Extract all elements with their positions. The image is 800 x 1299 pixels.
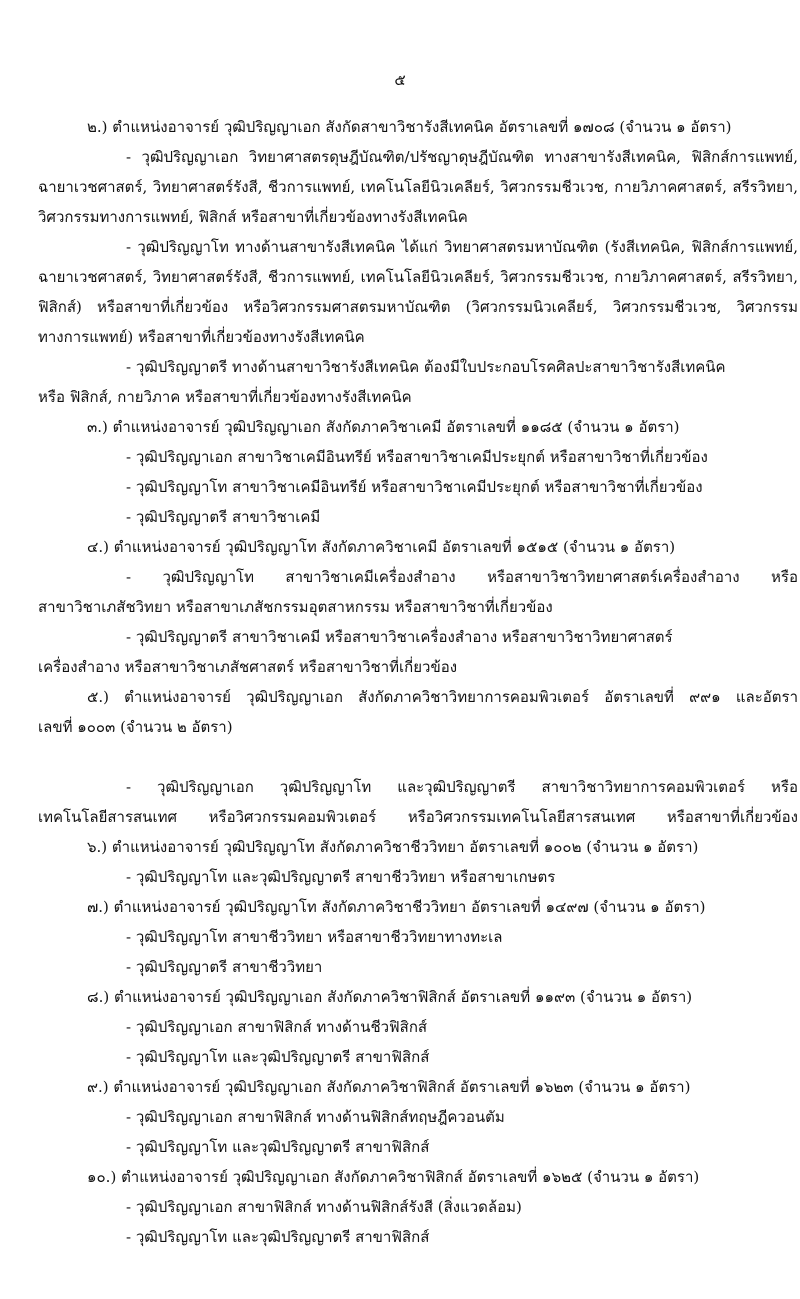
- text-line: - วุฒิปริญญาเอก สาขาฟิสิกส์ ทางด้านชีวฟิสิกส์: [126, 1018, 428, 1036]
- text-line: ทางการแพทย์) หรือสาขาที่เกี่ยวข้องทางรังสีเทคนิค: [38, 328, 365, 346]
- position-heading: ๕.) ตำแหน่งอาจารย์ วุฒิปริญญาเอก สังกัดภาควิชาวิทยาการคอมพิวเตอร์ อัตราเลขที่ ๙๙๑ และอัตรา: [87, 688, 798, 706]
- text-line: - วุฒิปริญญาตรี สาขาวิชาเคมี: [126, 508, 321, 526]
- position-heading: ๗.) ตำแหน่งอาจารย์ วุฒิปริญญาโท สังกัดภาควิชาชีววิทยา อัตราเลขที่ ๑๔๙๗ (จำนวน ๑ อัตรา): [87, 898, 706, 916]
- text-line: - วุฒิปริญญาตรี ทางด้านสาขาวิชารังสีเทคนิค ต้องมีใบประกอบโรคศิลปะสาขาวิชารังสีเทคนิค: [126, 358, 726, 376]
- position-heading: ๙.) ตำแหน่งอาจารย์ วุฒิปริญญาเอก สังกัดภาควิชาฟิสิกส์ อัตราเลขที่ ๑๖๒๓ (จำนวน ๑ อัตรา): [87, 1078, 691, 1096]
- text-line: ฟิสิกส์) หรือสาขาที่เกี่ยวข้อง หรือวิศวกรรมศาสตรมหาบัณฑิต (วิศวกรรมนิวเคลียร์, วิศวกรรมชีวเวช, วิศวกรรม: [38, 298, 798, 316]
- text-line: หรือ ฟิสิกส์, กายวิภาค หรือสาขาที่เกี่ยวข้องทางรังสีเทคนิค: [38, 388, 412, 406]
- text-line: - วุฒิปริญญาโท ทางด้านสาขารังสีเทคนิค ได้แก่ วิทยาศาสตรมหาบัณฑิต (รังสีเทคนิค, ฟิสิกส์การแพทย์,: [126, 238, 798, 256]
- text-line: - วุฒิปริญญาโท สาขาวิชาเคมีเครื่องสำอาง หรือสาขาวิชาวิทยาศาสตร์เครื่องสำอาง หรือ: [126, 568, 798, 586]
- document-body: [38, 112, 798, 1252]
- text-line: - วุฒิปริญญาเอก สาขาฟิสิกส์ ทางด้านฟิสิกส์ทฤษฎีควอนตัม: [126, 1108, 505, 1126]
- page-number: ๕: [394, 71, 406, 89]
- text-line: - วุฒิปริญญาเอก สาขาวิชาเคมีอินทรีย์ หรือสาขาวิชาเคมีประยุกต์ หรือสาขาวิชาที่เกี่ยวข้อง: [126, 448, 708, 466]
- position-heading: ๔.) ตำแหน่งอาจารย์ วุฒิปริญญาโท สังกัดภาควิชาเคมี อัตราเลขที่ ๑๕๑๕ (จำนวน ๑ อัตรา): [87, 538, 676, 556]
- text-line: - วุฒิปริญญาโท และวุฒิปริญญาตรี สาขาฟิสิกส์: [126, 1228, 430, 1246]
- text-line: - วุฒิปริญญาเอก สาขาฟิสิกส์ ทางด้านฟิสิกส์รังสี (สิ่งแวดล้อม): [126, 1198, 522, 1216]
- text-line: - วุฒิปริญญาตรี สาขาชีววิทยา: [126, 958, 323, 976]
- text-line: - วุฒิปริญญาโท และวุฒิปริญญาตรี สาขาฟิสิกส์: [126, 1048, 430, 1066]
- position-heading: ๓.) ตำแหน่งอาจารย์ วุฒิปริญญาเอก สังกัดภาควิชาเคมี อัตราเลขที่ ๑๑๘๕ (จำนวน ๑ อัตรา): [87, 418, 680, 436]
- position-heading: ๒.) ตำแหน่งอาจารย์ วุฒิปริญญาเอก สังกัดสาขาวิชารังสีเทคนิค อัตราเลขที่ ๑๗๐๘ (จำนวน ๑ อัตรา): [87, 118, 732, 136]
- text-line: - วุฒิปริญญาโท สาขาชีววิทยา หรือสาขาชีววิทยาทางทะเล: [126, 928, 503, 946]
- text-line: - วุฒิปริญญาโท สาขาวิชาเคมีอินทรีย์ หรือสาขาวิชาเคมีประยุกต์ หรือสาขาวิชาที่เกี่ยวข้อง: [126, 478, 703, 496]
- text-line: - วุฒิปริญญาโท และวุฒิปริญญาตรี สาขาฟิสิกส์: [126, 1138, 430, 1156]
- text-line: ฉายาเวชศาสตร์, วิทยาศาสตร์รังสี, ชีวการแพทย์, เทคโนโลยีนิวเคลียร์, วิศวกรรมชีวเวช, กายวิภาคศาสตร์, สรีรวิทยา,: [38, 178, 798, 196]
- text-line: เทคโนโลยีสารสนเทศ หรือวิศวกรรมคอมพิวเตอร์ หรือวิศวกรรมเทคโนโลยีสารสนเทศ หรือสาขาที่เกี่ยวข้อง: [38, 808, 798, 826]
- position-heading: ๘.) ตำแหน่งอาจารย์ วุฒิปริญญาเอก สังกัดภาควิชาฟิสิกส์ อัตราเลขที่ ๑๑๙๓ (จำนวน ๑ อัตรา): [87, 988, 693, 1006]
- text-line: - วุฒิปริญญาตรี สาขาวิชาเคมี หรือสาขาวิชาเครื่องสำอาง หรือสาขาวิชาวิทยาศาสตร์: [126, 628, 673, 646]
- spacer: [38, 742, 798, 772]
- text-line: วิศวกรรมทางการแพทย์, ฟิสิกส์ หรือสาขาที่เกี่ยวข้องทางรังสีเทคนิค: [38, 208, 468, 226]
- text-line: - วุฒิปริญญาเอก วิทยาศาสตรดุษฎีบัณฑิต/ปรัชญาดุษฎีบัณฑิต ทางสาขารังสีเทคนิค, ฟิสิกส์การแพทย์,: [126, 148, 798, 166]
- position-heading: ๖.) ตำแหน่งอาจารย์ วุฒิปริญญาโท สังกัดภาควิชาชีววิทยา อัตราเลขที่ ๑๐๐๒ (จำนวน ๑ อัตรา): [87, 838, 699, 856]
- text-line: สาขาวิชาเภสัชวิทยา หรือสาขาเภสัชกรรมอุตสาหกรรม หรือสาขาวิชาที่เกี่ยวข้อง: [38, 598, 553, 616]
- position-heading: ๑๐.) ตำแหน่งอาจารย์ วุฒิปริญญาเอก สังกัดภาควิชาฟิสิกส์ อัตราเลขที่ ๑๖๒๕ (จำนวน ๑ อัตรา): [87, 1168, 700, 1186]
- text-line: - วุฒิปริญญาเอก วุฒิปริญญาโท และวุฒิปริญญาตรี สาขาวิชาวิทยาการคอมพิวเตอร์ หรือ: [126, 778, 798, 796]
- text-line: เลขที่ ๑๐๐๓ (จำนวน ๒ อัตรา): [38, 718, 233, 736]
- text-line: เครื่องสำอาง หรือสาขาวิชาเภสัชศาสตร์ หรือสาขาวิชาที่เกี่ยวข้อง: [38, 658, 458, 676]
- text-line: ฉายาเวชศาสตร์, วิทยาศาสตร์รังสี, ชีวการแพทย์, เทคโนโลยีนิวเคลียร์, วิศวกรรมชีวเวช, กายวิภาคศาสตร์, สรีรวิทยา,: [38, 268, 798, 286]
- text-line: - วุฒิปริญญาโท และวุฒิปริญญาตรี สาขาชีววิทยา หรือสาขาเกษตร: [126, 868, 556, 886]
